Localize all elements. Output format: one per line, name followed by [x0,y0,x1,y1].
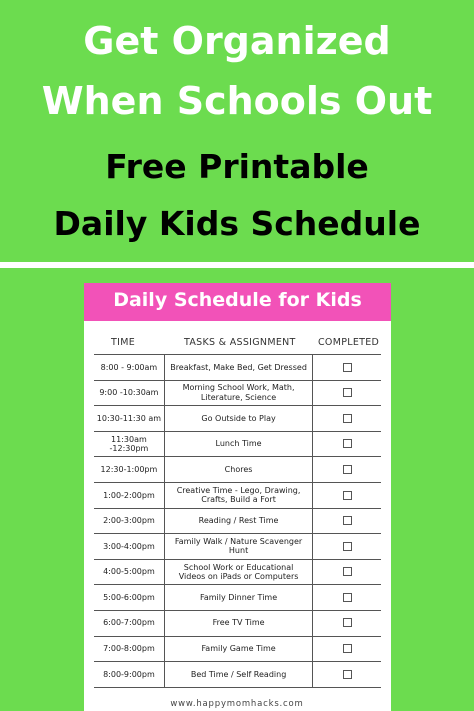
table-row [94,610,381,636]
row-task-line: Bed Time / Self Reading [190,669,287,679]
row-time: 7:00-8:00pm [94,636,164,662]
table-row [94,662,381,688]
row-task [164,559,312,585]
completed-checkbox[interactable] [343,542,352,551]
row-time: 12:30-1:00pm [94,457,164,483]
row-task-line: School Work or Educational [183,562,294,572]
completed-checkbox[interactable] [343,567,352,576]
row-task-line: Morning School Work, Math, [182,383,295,393]
table-row [94,508,381,534]
row-task-line: Go Outside to Play [201,413,276,423]
completed-checkbox[interactable] [343,593,352,602]
divider [0,262,474,268]
completed-checkbox[interactable] [343,414,352,423]
completed-checkbox[interactable] [343,363,352,372]
row-task [164,534,312,560]
row-task [164,610,312,636]
completed-checkbox[interactable] [343,465,352,474]
row-task-line: Breakfast, Make Bed, Get Dressed [170,362,307,372]
row-time: 9:00 -10:30am [94,380,164,406]
table-row [94,406,381,432]
headline-line3: Free Printable [105,147,369,186]
row-task-line: Lunch Time [215,439,262,449]
completed-checkbox[interactable] [343,618,352,627]
row-task [164,380,312,406]
completed-checkbox[interactable] [343,439,352,448]
schedule-table [94,354,381,688]
row-task [164,585,312,611]
row-completed [313,355,381,381]
completed-checkbox[interactable] [343,491,352,500]
row-time: 4:00-5:00pm [94,559,164,585]
row-task [164,355,312,381]
row-time: 8:00-9:00pm [94,662,164,688]
table-row [94,431,381,457]
table-row [94,585,381,611]
row-task-line: Creative Time - Lego, Drawing, [176,485,301,495]
table-row [94,482,381,508]
row-completed [313,662,381,688]
table-row [94,355,381,381]
card-title: Daily Schedule for Kids [84,283,391,321]
row-task [164,662,312,688]
footer-url: www.happymomhacks.com [170,699,304,709]
table-row [94,534,381,560]
row-completed [313,508,381,534]
row-time: 1:00-2:00pm [94,482,164,508]
row-task-line: Crafts, Build a Fort [201,495,276,505]
row-task-line: Family Dinner Time [199,592,278,602]
column-header-task: TASKS & ASSIGNMENT [184,337,296,348]
row-task-line: Free TV Time [212,618,265,628]
row-time: 10:30-11:30 am [94,406,164,432]
header [0,0,474,258]
row-task [164,431,312,457]
headline-line2: When Schools Out [41,79,433,123]
headline-line4: Daily Kids Schedule [53,204,421,243]
row-completed [313,406,381,432]
completed-checkbox[interactable] [343,516,352,525]
row-task [164,457,312,483]
headline-line1: Get Organized [83,19,391,63]
row-task [164,636,312,662]
row-time: 3:00-4:00pm [94,534,164,560]
table-row [94,457,381,483]
completed-checkbox[interactable] [343,670,352,679]
row-task-line: Chores [224,464,253,474]
row-completed [313,636,381,662]
row-task [164,482,312,508]
row-task [164,508,312,534]
row-completed [313,559,381,585]
row-task-line: Family Walk / Nature Scavenger Hunt [174,536,303,556]
row-completed [313,610,381,636]
completed-checkbox[interactable] [343,644,352,653]
row-time: 6:00-7:00pm [94,610,164,636]
row-completed [313,431,381,457]
row-completed [313,482,381,508]
row-completed [313,457,381,483]
row-task-line: Literature, Science [200,392,277,402]
table-row [94,559,381,585]
row-completed [313,534,381,560]
row-time: 11:30am -12:30pm [94,431,164,457]
row-completed [313,585,381,611]
row-task [164,406,312,432]
row-time: 5:00-6:00pm [94,585,164,611]
table-row [94,636,381,662]
column-header-completed: COMPLETED [318,337,380,348]
row-task-line: Videos on iPads or Computers [178,572,299,582]
row-completed [313,380,381,406]
row-task-line: Family Game Time [201,644,276,654]
row-time: 2:00-3:00pm [94,508,164,534]
completed-checkbox[interactable] [343,388,352,397]
table-row [94,380,381,406]
column-header-time: TIME [111,337,136,348]
row-time: 8:00 - 9:00am [94,355,164,381]
row-task-line: Reading / Rest Time [198,516,279,526]
